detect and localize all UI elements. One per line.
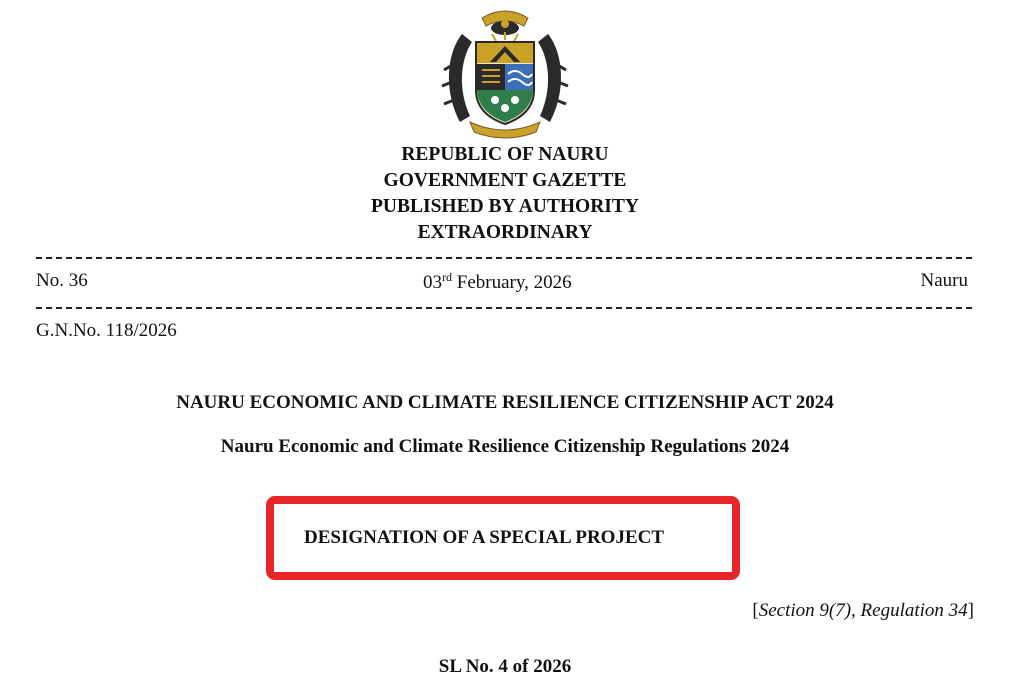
nauru-coat-of-arms-icon: [440, 4, 570, 140]
issue-date-suffix: rd: [442, 270, 452, 284]
issue-date: [423, 270, 572, 294]
issue-number: No. 36: [36, 270, 88, 291]
masthead-gazette: GOVERNMENT GAZETTE: [383, 170, 627, 191]
bottom-dashed-divider: [36, 307, 972, 309]
masthead-republic: REPUBLIC OF NAURU: [401, 144, 609, 165]
section-open-bracket: [: [752, 600, 759, 621]
masthead: [0, 142, 1010, 246]
regulations-title: Nauru Economic and Climate Resilience Citizenship Regulations 2024: [220, 436, 790, 457]
top-dashed-divider: [36, 257, 972, 259]
section-close-bracket: ]: [967, 600, 974, 621]
issue-date-rest: February, 2026: [452, 272, 572, 293]
gazette-notice-number: G.N.No. 118/2026: [36, 320, 177, 341]
issue-date-day: 03: [423, 272, 442, 293]
section-reference-text: Section 9(7), Regulation 34: [758, 600, 968, 621]
issue-place: Nauru: [920, 270, 968, 291]
masthead-authority: PUBLISHED BY AUTHORITY: [370, 196, 639, 217]
sl-number: SL No. 4 of 2026: [438, 656, 572, 677]
act-title: NAURU ECONOMIC AND CLIMATE RESILIENCE CITIZENSHIP ACT 2024: [176, 392, 834, 413]
section-reference: [752, 600, 974, 622]
designation-heading: DESIGNATION OF A SPECIAL PROJECT: [304, 527, 665, 548]
masthead-extraordinary: EXTRAORDINARY: [417, 222, 593, 243]
issue-info-row: [36, 270, 968, 298]
